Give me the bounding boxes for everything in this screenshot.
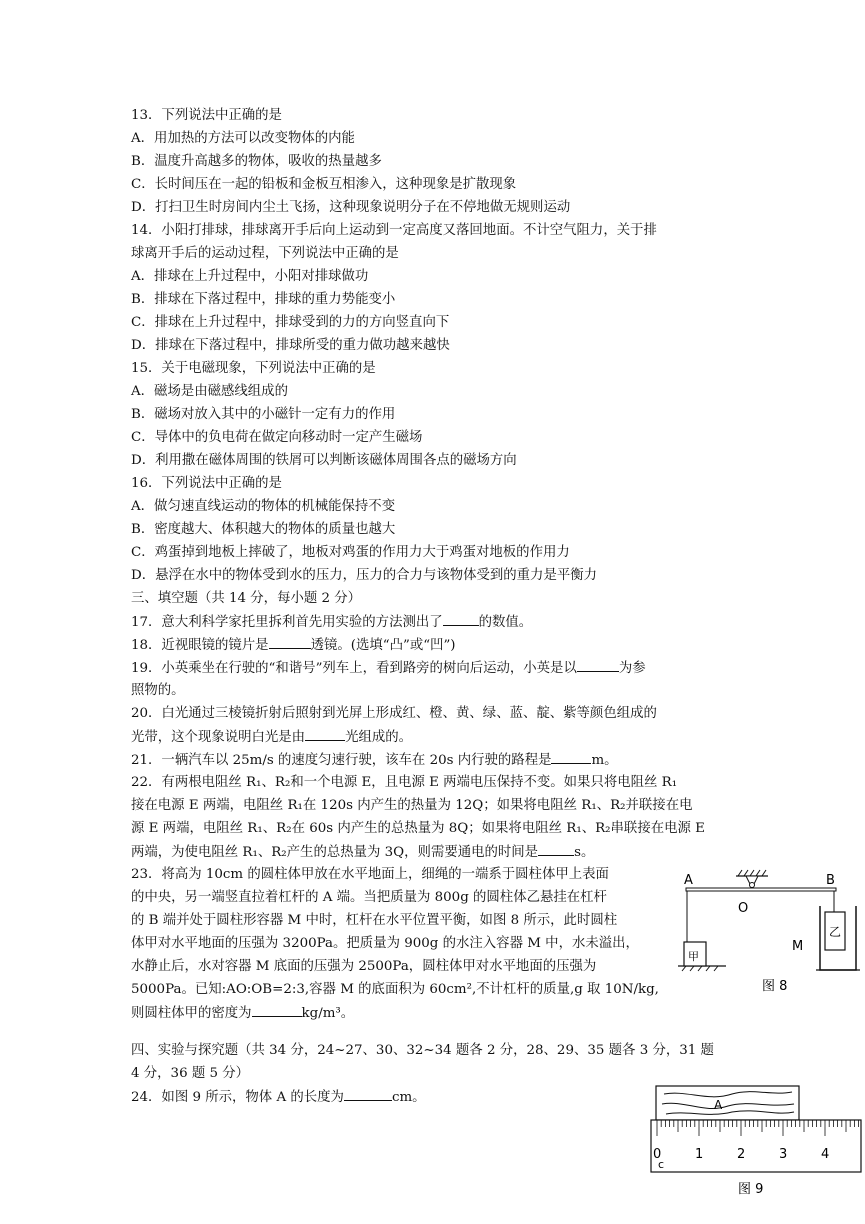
label-yi: 乙 <box>829 925 842 939</box>
q23-line1: 23．将高为 10cm 的圆柱体甲放在水平地面上，细绳的一端系于圆柱体甲上表面 <box>131 867 609 882</box>
q17-pre: 17．意大利科学家托里拆利首先用实验的方法测出了 <box>131 615 443 630</box>
q15-option-a: A．磁场是由磁感线组成的 <box>131 384 288 399</box>
q21-pre: 21．一辆汽车以 25m/s 的速度匀速行驶，该车在 20s 内行驶的路程是 <box>131 753 552 768</box>
q24 <box>131 1085 426 1109</box>
figure-9-ruler-diagram <box>648 1080 863 1200</box>
q15-option-b: B．磁场对放入其中的小磁针一定有力的作用 <box>131 407 396 422</box>
q13-option-b: B．温度升高越多的物体，吸收的热量越多 <box>131 154 382 169</box>
label-M: M <box>792 939 804 954</box>
q24-post: cm。 <box>391 1090 426 1105</box>
section-4-heading-line2: 4 分，36 题 5 分） <box>131 1066 250 1081</box>
answer-blank[interactable] <box>443 610 479 626</box>
q13-option-a: A．用加热的方法可以改变物体的内能 <box>131 131 355 146</box>
q18-post: 透镜。(选填“凸”或“凹”) <box>310 638 456 653</box>
label-B: B <box>826 873 835 888</box>
q20-line2 <box>131 725 412 749</box>
q15-option-c: C．导体中的负电荷在做定向移动时一定产生磁场 <box>131 430 423 445</box>
q23-line6: 5000Pa。已知:AO:OB=2:3,容器 M 的底面积为 60cm²,不计杠杆的质量,g 取 10N/kg, <box>131 982 659 997</box>
q22-pre: 两端，为使电阻丝 R₁、R₂产生的总热量为 3Q，则需要通电的时间是 <box>131 845 539 860</box>
q22-line2: 接在电源 E 两端，电阻丝 R₁在 120s 内产生的热量为 12Q；如果将电阻丝 R₁、R₂并联接在电 <box>131 798 693 813</box>
figure-8-caption: 图 8 <box>762 979 788 994</box>
q23-line3: 的 B 端并处于圆柱形容器 M 中时，杠杆在水平位置平衡，如图 8 所示，此时圆柱 <box>131 913 618 928</box>
q19-line1 <box>131 656 646 680</box>
answer-blank[interactable] <box>577 656 619 672</box>
q22-line4 <box>131 840 594 864</box>
q14-option-a: A．排球在上升过程中，小阳对排球做功 <box>131 269 369 284</box>
q19-pre: 19．小英乘坐在行驶的“和谐号”列车上，看到路旁的树向后运动，小英是以 <box>131 661 577 676</box>
q17 <box>131 610 532 634</box>
answer-blank[interactable] <box>344 1085 392 1101</box>
q16-stem: 16．下列说法中正确的是 <box>131 476 282 491</box>
q13-option-d: D．打扫卫生时房间内尘土飞扬，这种现象说明分子在不停地做无规则运动 <box>131 200 571 215</box>
ruler-tick-label: 1 <box>695 1147 704 1162</box>
q16-option-d: D．悬浮在水中的物体受到水的压力，压力的合力与该物体受到的重力是平衡力 <box>131 568 598 583</box>
q22-line1: 22．有两根电阻丝 R₁、R₂和一个电源 E，且电源 E 两端电压保持不变。如果只将电阻丝 R₁ <box>131 775 678 790</box>
q22-line3: 源 E 两端，电阻丝 R₁、R₂在 60s 内产生的总热量为 8Q；如果将电阻丝 R₁、R₂串联接在电源 E <box>131 821 705 836</box>
q19-post: 为参 <box>618 661 646 676</box>
answer-blank[interactable] <box>269 633 311 649</box>
q18-pre: 18．近视眼镜的镜片是 <box>131 638 269 653</box>
section-3-heading: 三、填空题（共 14 分，每小题 2 分） <box>131 591 362 606</box>
q14-option-d: D．排球在下落过程中，排球所受的重力做功越来越快 <box>131 338 450 353</box>
label-c: c <box>658 1158 665 1171</box>
q17-post: 的数值。 <box>478 615 533 630</box>
q18 <box>131 633 456 657</box>
q23-line4: 体甲对水平地面的压强为 3200Pa。把质量为 900g 的水注入容器 M 中，水未溢出， <box>131 936 639 951</box>
label-A: A <box>684 873 693 888</box>
q15-stem: 15．关于电磁现象，下列说法中正确的是 <box>131 361 376 376</box>
q23-pre: 则圆柱体甲的密度为 <box>131 1006 252 1021</box>
label-jia: 甲 <box>688 950 699 963</box>
q14-option-b: B．排球在下落过程中，排球的重力势能变小 <box>131 292 396 307</box>
q23-line7 <box>131 1001 354 1025</box>
q22-post: s。 <box>574 845 595 860</box>
q20-post: 光组成的。 <box>345 730 413 745</box>
q13-option-c: C．长时间压在一起的铅板和金板互相渗入，这种现象是扩散现象 <box>131 177 517 192</box>
q20-line1: 20．白光通过三棱镜折射后照射到光屏上形成红、橙、黄、绿、蓝、靛、紫等颜色组成的 <box>131 706 657 721</box>
figure-9-caption: 图 9 <box>738 1182 764 1197</box>
answer-blank[interactable] <box>252 1001 302 1017</box>
ruler-tick-label: 0 <box>653 1147 662 1162</box>
q16-option-c: C．鸡蛋掉到地板上摔破了，地板对鸡蛋的作用力大于鸡蛋对地板的作用力 <box>131 545 570 560</box>
q21-post: m。 <box>591 753 618 768</box>
q23-line5: 水静止后，水对容器 M 底面的压强为 2500Pa，圆柱体甲对水平地面的压强为 <box>131 959 597 974</box>
q23-post: kg/m³。 <box>301 1006 355 1021</box>
q14-stem-line1: 14．小阳打排球，排球离开手后向上运动到一定高度又落回地面。不计空气阻力，关于排 <box>131 223 657 238</box>
label-O: O <box>738 901 749 916</box>
label-A: A <box>714 1098 723 1112</box>
q16-option-a: A．做匀速直线运动的物体的机械能保持不变 <box>131 499 396 514</box>
ruler-tick-label: 2 <box>737 1147 746 1162</box>
q14-stem-line2: 球离开手后的运动过程，下列说法中正确的是 <box>131 246 399 261</box>
figure-8-lever-diagram <box>676 866 861 1006</box>
ruler-tick-label: 4 <box>821 1147 830 1162</box>
q20-pre: 光带，这个现象说明白光是由 <box>131 730 306 745</box>
section-4-heading-line1: 四、实验与探究题（共 34 分，24~27、30、32~34 题各 2 分，28、29、35 题各 3 分，31 题 <box>131 1043 714 1058</box>
q16-option-b: B．密度越大、体积越大的物体的质量也越大 <box>131 522 396 537</box>
q15-option-d: D．利用撒在磁体周围的铁屑可以判断该磁体周围各点的磁场方向 <box>131 453 517 468</box>
answer-blank[interactable] <box>305 725 345 741</box>
answer-blank[interactable] <box>538 840 574 856</box>
q21 <box>131 748 618 772</box>
q23-line2: 的中央，另一端竖直拉着杠杆的 A 端。当把质量为 800g 的圆柱体乙悬挂在杠杆 <box>131 890 607 905</box>
q19-line2: 照物的。 <box>131 683 185 698</box>
q13-stem: 13．下列说法中正确的是 <box>131 108 282 123</box>
ruler-tick-label: 3 <box>779 1147 788 1162</box>
q14-option-c: C．排球在上升过程中，排球受到的力的方向竖直向下 <box>131 315 450 330</box>
answer-blank[interactable] <box>551 748 591 764</box>
q24-pre: 24．如图 9 所示，物体 A 的长度为 <box>131 1090 344 1105</box>
